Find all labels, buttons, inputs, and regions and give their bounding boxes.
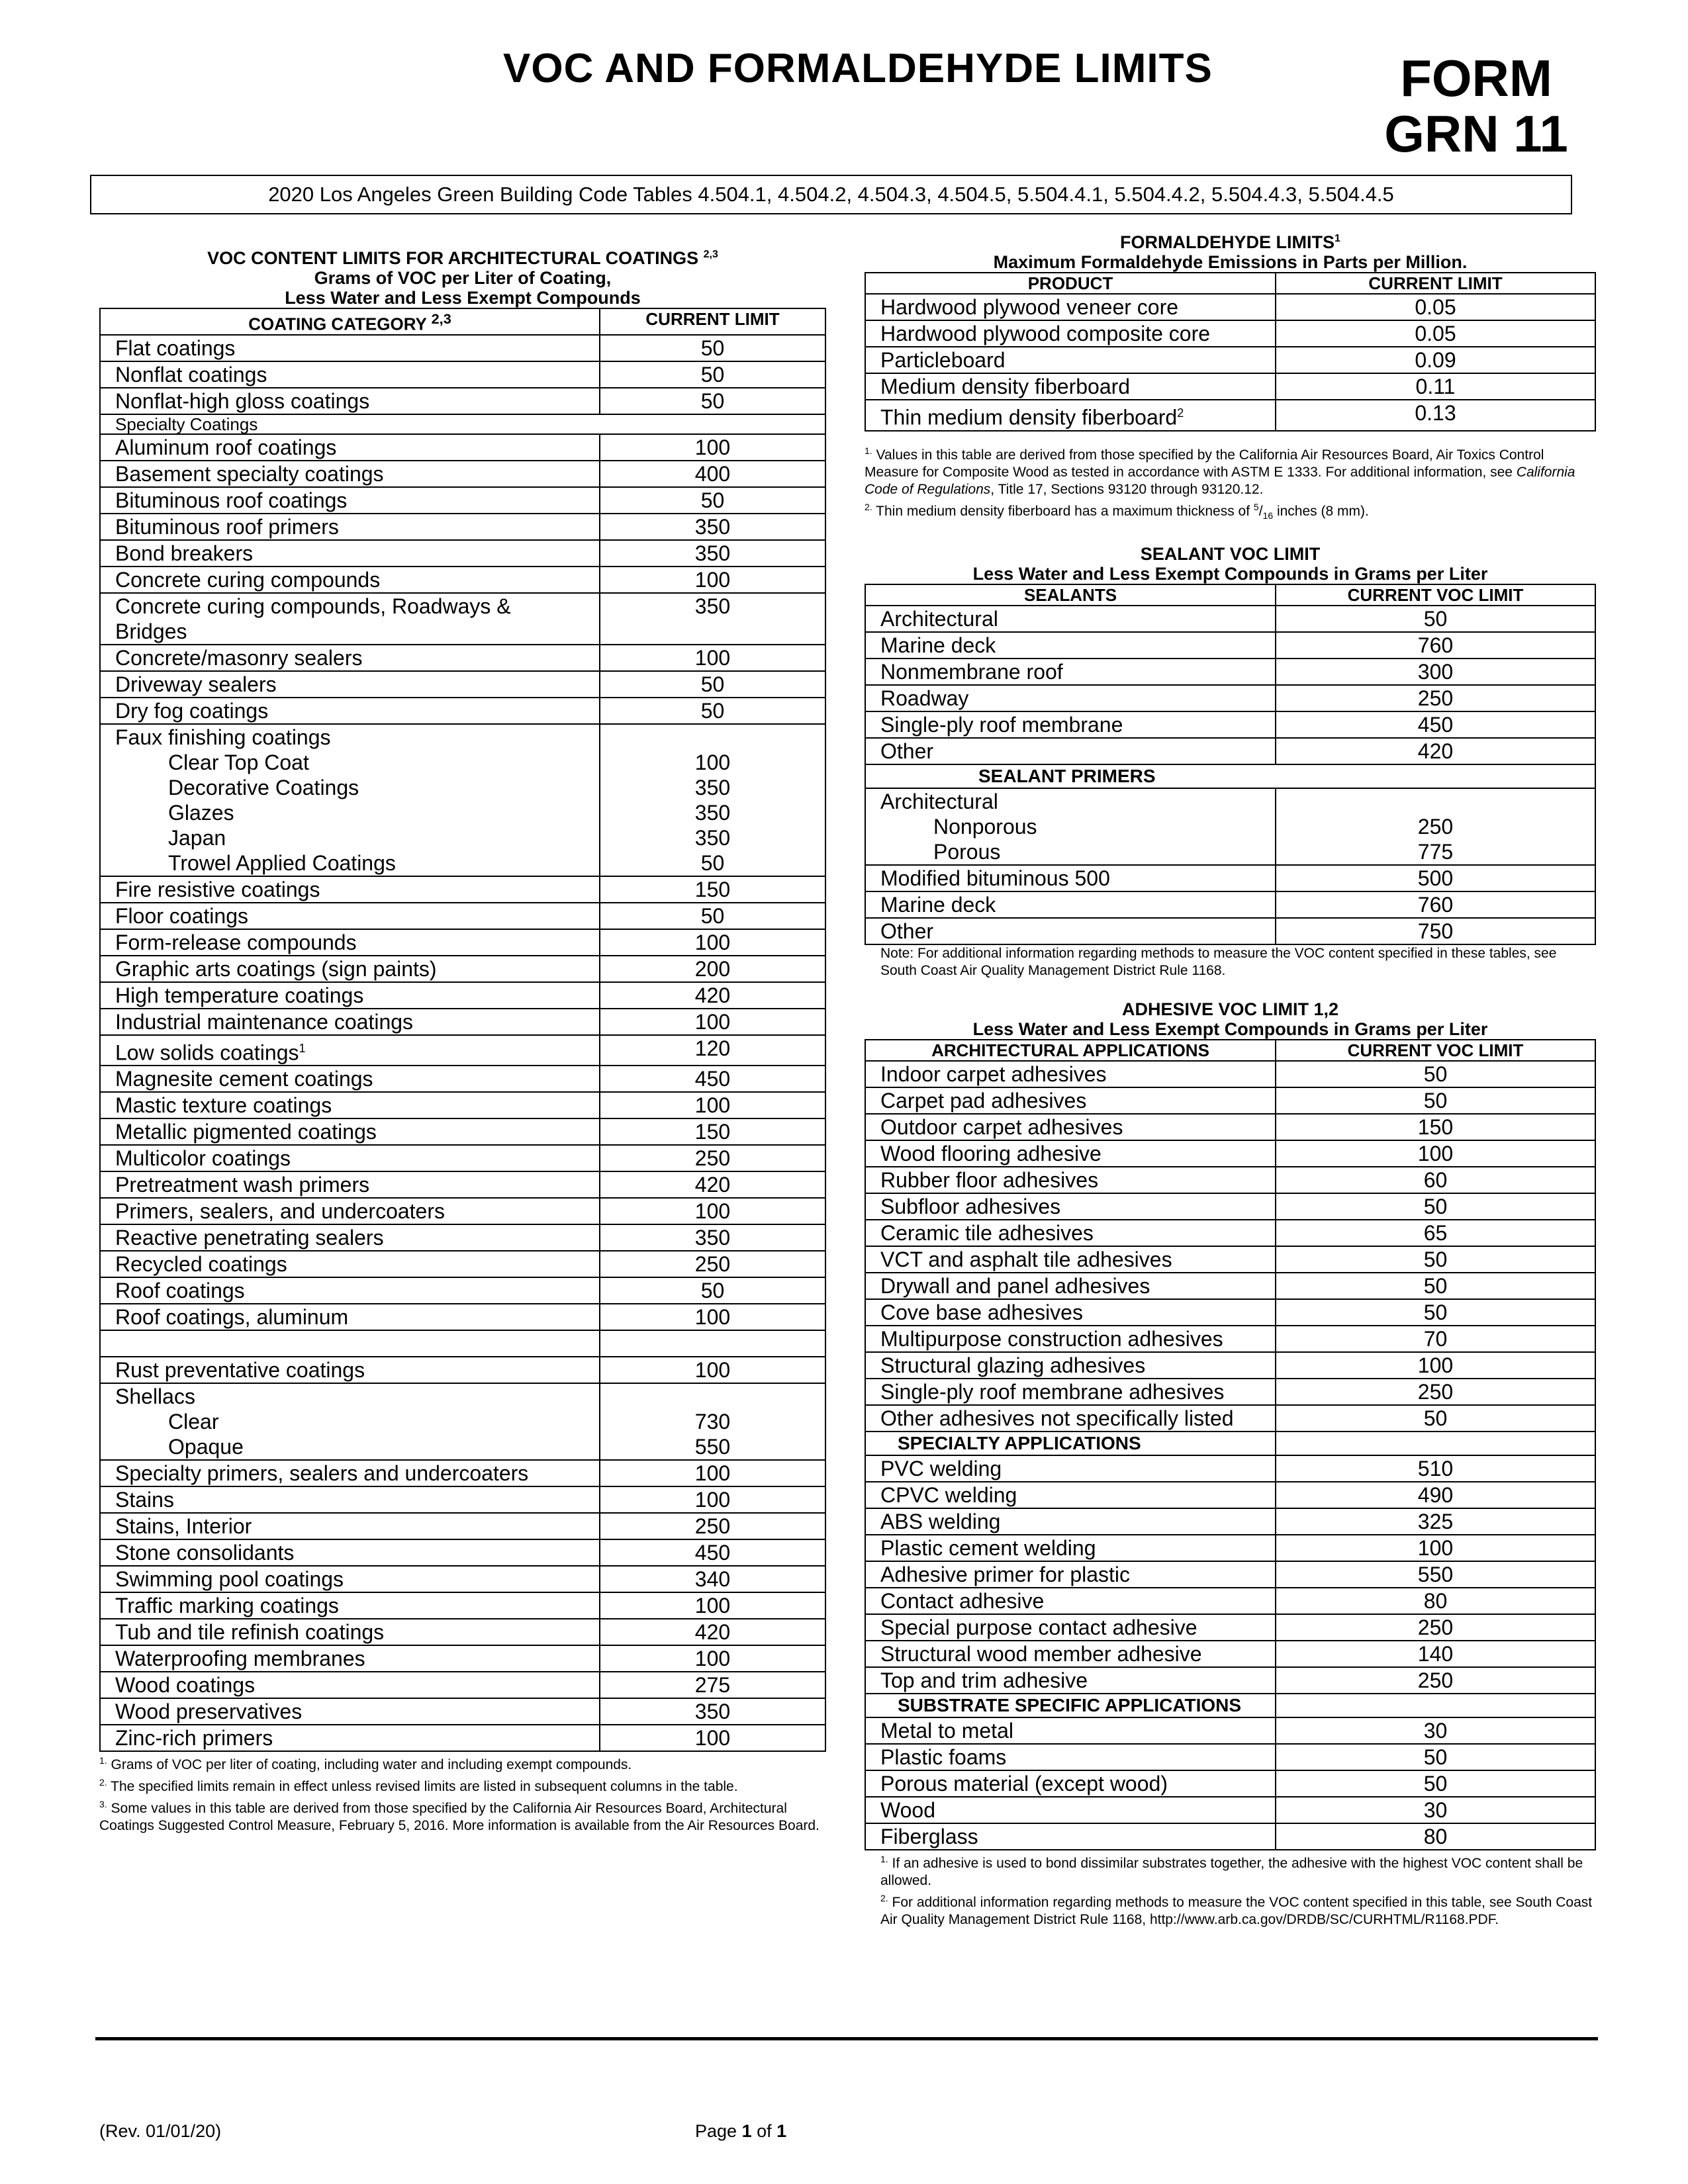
table-row: Plastic foams 50 (865, 1744, 1595, 1770)
table-row: Concrete/masonry sealers 100 (100, 645, 825, 671)
table-row: Carpet pad adhesives 50 (865, 1087, 1595, 1114)
voc-coatings-subtitle: Less Water and Less Exempt Compounds (285, 288, 641, 308)
section-row: SPECIALTY APPLICATIONS (865, 1432, 1595, 1455)
column-header: CURRENT VOC LIMIT (1276, 1040, 1595, 1061)
table-row: VCT and asphalt tile adhesives 50 (865, 1246, 1595, 1273)
page-number: Page 1 of 1 (695, 2121, 787, 2141)
adhesive-table (865, 1039, 1596, 1850)
table-row: Bituminous roof coatings 50 (100, 487, 825, 514)
table-row: Modified bituminous 500 500 (865, 865, 1595, 891)
table-row: Hardwood plywood composite core 0.05 (865, 320, 1595, 347)
table-row: Thin medium density fiberboard$^2$ 0.13 (865, 400, 1595, 431)
table-row: Top and trim adhesive 250 (865, 1667, 1595, 1694)
form-label: FORM (1400, 49, 1552, 107)
table-row: Single-ply roof membrane adhesives 250 (865, 1379, 1595, 1405)
footnote: $^{1.}$ Grams of VOC per liter of coating, including water and including exempt compounds. (99, 1755, 632, 1773)
table-header-row (865, 1040, 1595, 1061)
table-row: CPVC welding 490 (865, 1482, 1595, 1508)
table-row: Traffic marking coatings 100 (100, 1592, 825, 1619)
table-row: Nonflat-high gloss coatings 50 (100, 388, 825, 414)
right-column (865, 229, 1596, 1929)
table-row: Marine deck 760 (865, 891, 1595, 918)
column-header: CURRENT LIMIT (600, 308, 825, 335)
voc-coatings-section (99, 245, 826, 1835)
table-row: Concrete curing compounds 100 (100, 567, 825, 593)
voc-coatings-footnotes (99, 1752, 826, 1835)
table-row-group: Shellacs Clear Opaque 730 550 (100, 1383, 825, 1460)
table-row: Magnesite cement coatings 450 (100, 1066, 825, 1092)
table-row: Wood preservatives 350 (100, 1698, 825, 1725)
empty-row (100, 1330, 825, 1357)
table-row: High temperature coatings 420 (100, 982, 825, 1009)
table-row: Cove base adhesives 50 (865, 1299, 1595, 1326)
table-row: Fiberglass 80 (865, 1823, 1595, 1850)
table-row: Specialty primers, sealers and undercoaters 100 (100, 1460, 825, 1486)
table-row: Industrial maintenance coatings 100 (100, 1009, 825, 1035)
form-id (1350, 50, 1602, 161)
table-row: Other adhesives not specifically listed 50 (865, 1405, 1595, 1432)
table-row: Recycled coatings 250 (100, 1251, 825, 1277)
table-row: Concrete curing compounds, Roadways & Bridges 350 (100, 593, 825, 645)
sealant-subtitle: Less Water and Less Exempt Compounds in Grams per Liter (972, 563, 1488, 584)
table-row: Contact adhesive 80 (865, 1588, 1595, 1614)
table-row: Rubber floor adhesives 60 (865, 1167, 1595, 1193)
table-row: Flat coatings 50 (100, 335, 825, 361)
footnote: $^{2.}$ The specified limits remain in effect unless revised limits are listed in subsequent columns in the table. (99, 1777, 738, 1795)
form-number: GRN 11 (1384, 105, 1568, 163)
table-row-group: Faux finishing coatings Clear Top Coat Decorative Coatings Glazes Japan Trowel Applied Coatings 100 350 350 350 50 (100, 724, 825, 876)
column-header: CURRENT VOC LIMIT (1276, 584, 1595, 606)
table-row: Other 750 (865, 918, 1595, 944)
table-row: Roof coatings, aluminum 100 (100, 1304, 825, 1330)
table-row: Ceramic tile adhesives 65 (865, 1220, 1595, 1246)
table-row: Adhesive primer for plastic 550 (865, 1561, 1595, 1588)
code-reference-box: 2020 Los Angeles Green Building Code Tables 4.504.1, 4.504.2, 4.504.3, 4.504.5, 5.504.4.1, 5.504.4.2, 5.504.4.3, 5.504.4.5 (90, 175, 1572, 214)
table-row: Primers, sealers, and undercoaters 100 (100, 1198, 825, 1224)
column-header: SEALANTS (865, 584, 1276, 606)
footnote: $^{2.}$ Thin medium density fiberboard has a maximum thickness of $^5/_{16}$ inches (8 mm). (865, 501, 1369, 521)
footnote: $^{1.}$ If an adhesive is used to bond dissimilar substrates together, the adhesive with the highest VOC content shall be allowed. (880, 1853, 1583, 1888)
table-row: Aluminum roof coatings 100 (100, 434, 825, 461)
table-row: Multipurpose construction adhesives 70 (865, 1326, 1595, 1352)
table-row: Plastic cement welding 100 (865, 1535, 1595, 1561)
table-row: Fire resistive coatings 150 (100, 876, 825, 903)
table-row: Dry fog coatings 50 (100, 698, 825, 724)
table-row: Bituminous roof primers 350 (100, 514, 825, 540)
formaldehyde-title: FORMALDEHYDE LIMITS$^1$ (1120, 232, 1340, 252)
table-row: Structural wood member adhesive 140 (865, 1641, 1595, 1667)
formaldehyde-footnotes (865, 442, 1596, 524)
table-row: Single-ply roof membrane 450 (865, 711, 1595, 738)
page-title: VOC AND FORMALDEHYDE LIMITS (503, 46, 1213, 91)
table-row: Low solids coatings$^1$ 120 (100, 1035, 825, 1066)
table-row: Stains, Interior 250 (100, 1513, 825, 1539)
footnote: $^{1.}$ Values in this table are derived from those specified by the California Air Resources Board, Air Toxics Control Measure for Composite Wood as tested in accordance with ASTM E 1333. For additional information, see California Code of Regulations, Title 17, Sections 93120 through 93120.12. (865, 445, 1575, 497)
table-row: Special purpose contact adhesive 250 (865, 1614, 1595, 1641)
table-row: Structural glazing adhesives 100 (865, 1352, 1595, 1379)
table-header-row (865, 273, 1595, 294)
table-row: PVC welding 510 (865, 1455, 1595, 1482)
table-row: ABS welding 325 (865, 1508, 1595, 1535)
section-row: SUBSTRATE SPECIFIC APPLICATIONS (865, 1694, 1595, 1717)
table-row: Tub and tile refinish coatings 420 (100, 1619, 825, 1645)
table-row: Zinc-rich primers 100 (100, 1725, 825, 1751)
column-header: ARCHITECTURAL APPLICATIONS (865, 1040, 1276, 1061)
table-row: Stains 100 (100, 1486, 825, 1513)
table-row: Other 420 (865, 738, 1595, 764)
revision-date: (Rev. 01/01/20) (99, 2121, 222, 2141)
voc-coatings-table (99, 308, 826, 1752)
adhesive-subtitle: Less Water and Less Exempt Compounds in Grams per Liter (972, 1019, 1488, 1039)
footnote: $^{2.}$ For additional information regarding methods to measure the VOC content specified in this table, see South Coast Air Quality Management District Rule 1168, http://www.arb.ca.gov/DRDB/SC/CURHTML/R1168.PDF. (880, 1892, 1593, 1927)
formaldehyde-table (865, 272, 1596, 432)
table-header-row (865, 584, 1595, 606)
table-row: Metallic pigmented coatings 150 (100, 1118, 825, 1145)
section-row: Specialty Coatings (100, 414, 825, 434)
voc-coatings-subtitle: Grams of VOC per Liter of Coating, (314, 268, 612, 288)
table-row: Pretreatment wash primers 420 (100, 1171, 825, 1198)
table-row: Wood coatings 275 (100, 1672, 825, 1698)
table-row-group: Architectural Nonporous Porous 250 775 (865, 788, 1595, 865)
table-row: Waterproofing membranes 100 (100, 1645, 825, 1672)
table-row: Architectural 50 (865, 606, 1595, 632)
column-header: COATING CATEGORY $^{2,3}$ (100, 308, 600, 335)
table-row: Hardwood plywood veneer core 0.05 (865, 294, 1595, 320)
table-row: Driveway sealers 50 (100, 671, 825, 698)
table-row: Nonmembrane roof 300 (865, 659, 1595, 685)
sealant-title: SEALANT VOC LIMIT (1140, 543, 1321, 564)
footnote: $^{3.}$ Some values in this table are derived from those specified by the California Air Resources Board, Architectural Coatings Suggested Control Measure, February 5, 2016. More information is available from the Air Resources Board. (99, 1799, 820, 1834)
adhesive-section (865, 999, 1596, 1929)
table-row: Stone consolidants 450 (100, 1539, 825, 1566)
table-row: Outdoor carpet adhesives 150 (865, 1114, 1595, 1140)
table-row: Form-release compounds 100 (100, 929, 825, 956)
table-row: Metal to metal 30 (865, 1717, 1595, 1744)
table-row: Particleboard 0.09 (865, 347, 1595, 373)
table-row: Drywall and panel adhesives 50 (865, 1273, 1595, 1299)
table-row: Medium density fiberboard 0.11 (865, 373, 1595, 400)
table-row: Marine deck 760 (865, 632, 1595, 659)
table-header-row (100, 308, 825, 335)
table-row: Wood 30 (865, 1797, 1595, 1823)
table-row: Reactive penetrating sealers 350 (100, 1224, 825, 1251)
sealant-note: Note: For additional information regarding methods to measure the VOC content specified in these tables, see South Coast Air Quality Management District Rule 1168. (880, 945, 1557, 978)
table-row: Multicolor coatings 250 (100, 1145, 825, 1171)
adhesive-footnotes (865, 1850, 1596, 1929)
table-row: Wood flooring adhesive 100 (865, 1140, 1595, 1167)
table-row: Roof coatings 50 (100, 1277, 825, 1304)
formaldehyde-section (865, 229, 1596, 524)
column-header: CURRENT LIMIT (1276, 273, 1595, 294)
table-row: Swimming pool coatings 340 (100, 1566, 825, 1592)
table-row: Floor coatings 50 (100, 903, 825, 929)
table-row: Mastic texture coatings 100 (100, 1092, 825, 1118)
sealant-section (865, 544, 1596, 979)
adhesive-title: ADHESIVE VOC LIMIT 1,2 (1121, 999, 1339, 1019)
section-row: SEALANT PRIMERS (865, 764, 1595, 788)
voc-coatings-title: VOC CONTENT LIMITS FOR ARCHITECTURAL COATINGS $^{2,3}$ (207, 248, 718, 268)
sealant-table (865, 584, 1596, 945)
table-row: Bond breakers 350 (100, 540, 825, 567)
table-row: Rust preventative coatings 100 (100, 1357, 825, 1383)
formaldehyde-subtitle: Maximum Formaldehyde Emissions in Parts per Million. (993, 252, 1468, 272)
table-row: Porous material (except wood) 50 (865, 1770, 1595, 1797)
table-row: Subfloor adhesives 50 (865, 1193, 1595, 1220)
table-row: Graphic arts coatings (sign paints) 200 (100, 956, 825, 982)
table-row: Indoor carpet adhesives 50 (865, 1061, 1595, 1087)
table-row: Roadway 250 (865, 685, 1595, 711)
table-row: Basement specialty coatings 400 (100, 461, 825, 487)
footer-divider (95, 2037, 1598, 2040)
column-header: PRODUCT (865, 273, 1276, 294)
table-row: Nonflat coatings 50 (100, 361, 825, 388)
